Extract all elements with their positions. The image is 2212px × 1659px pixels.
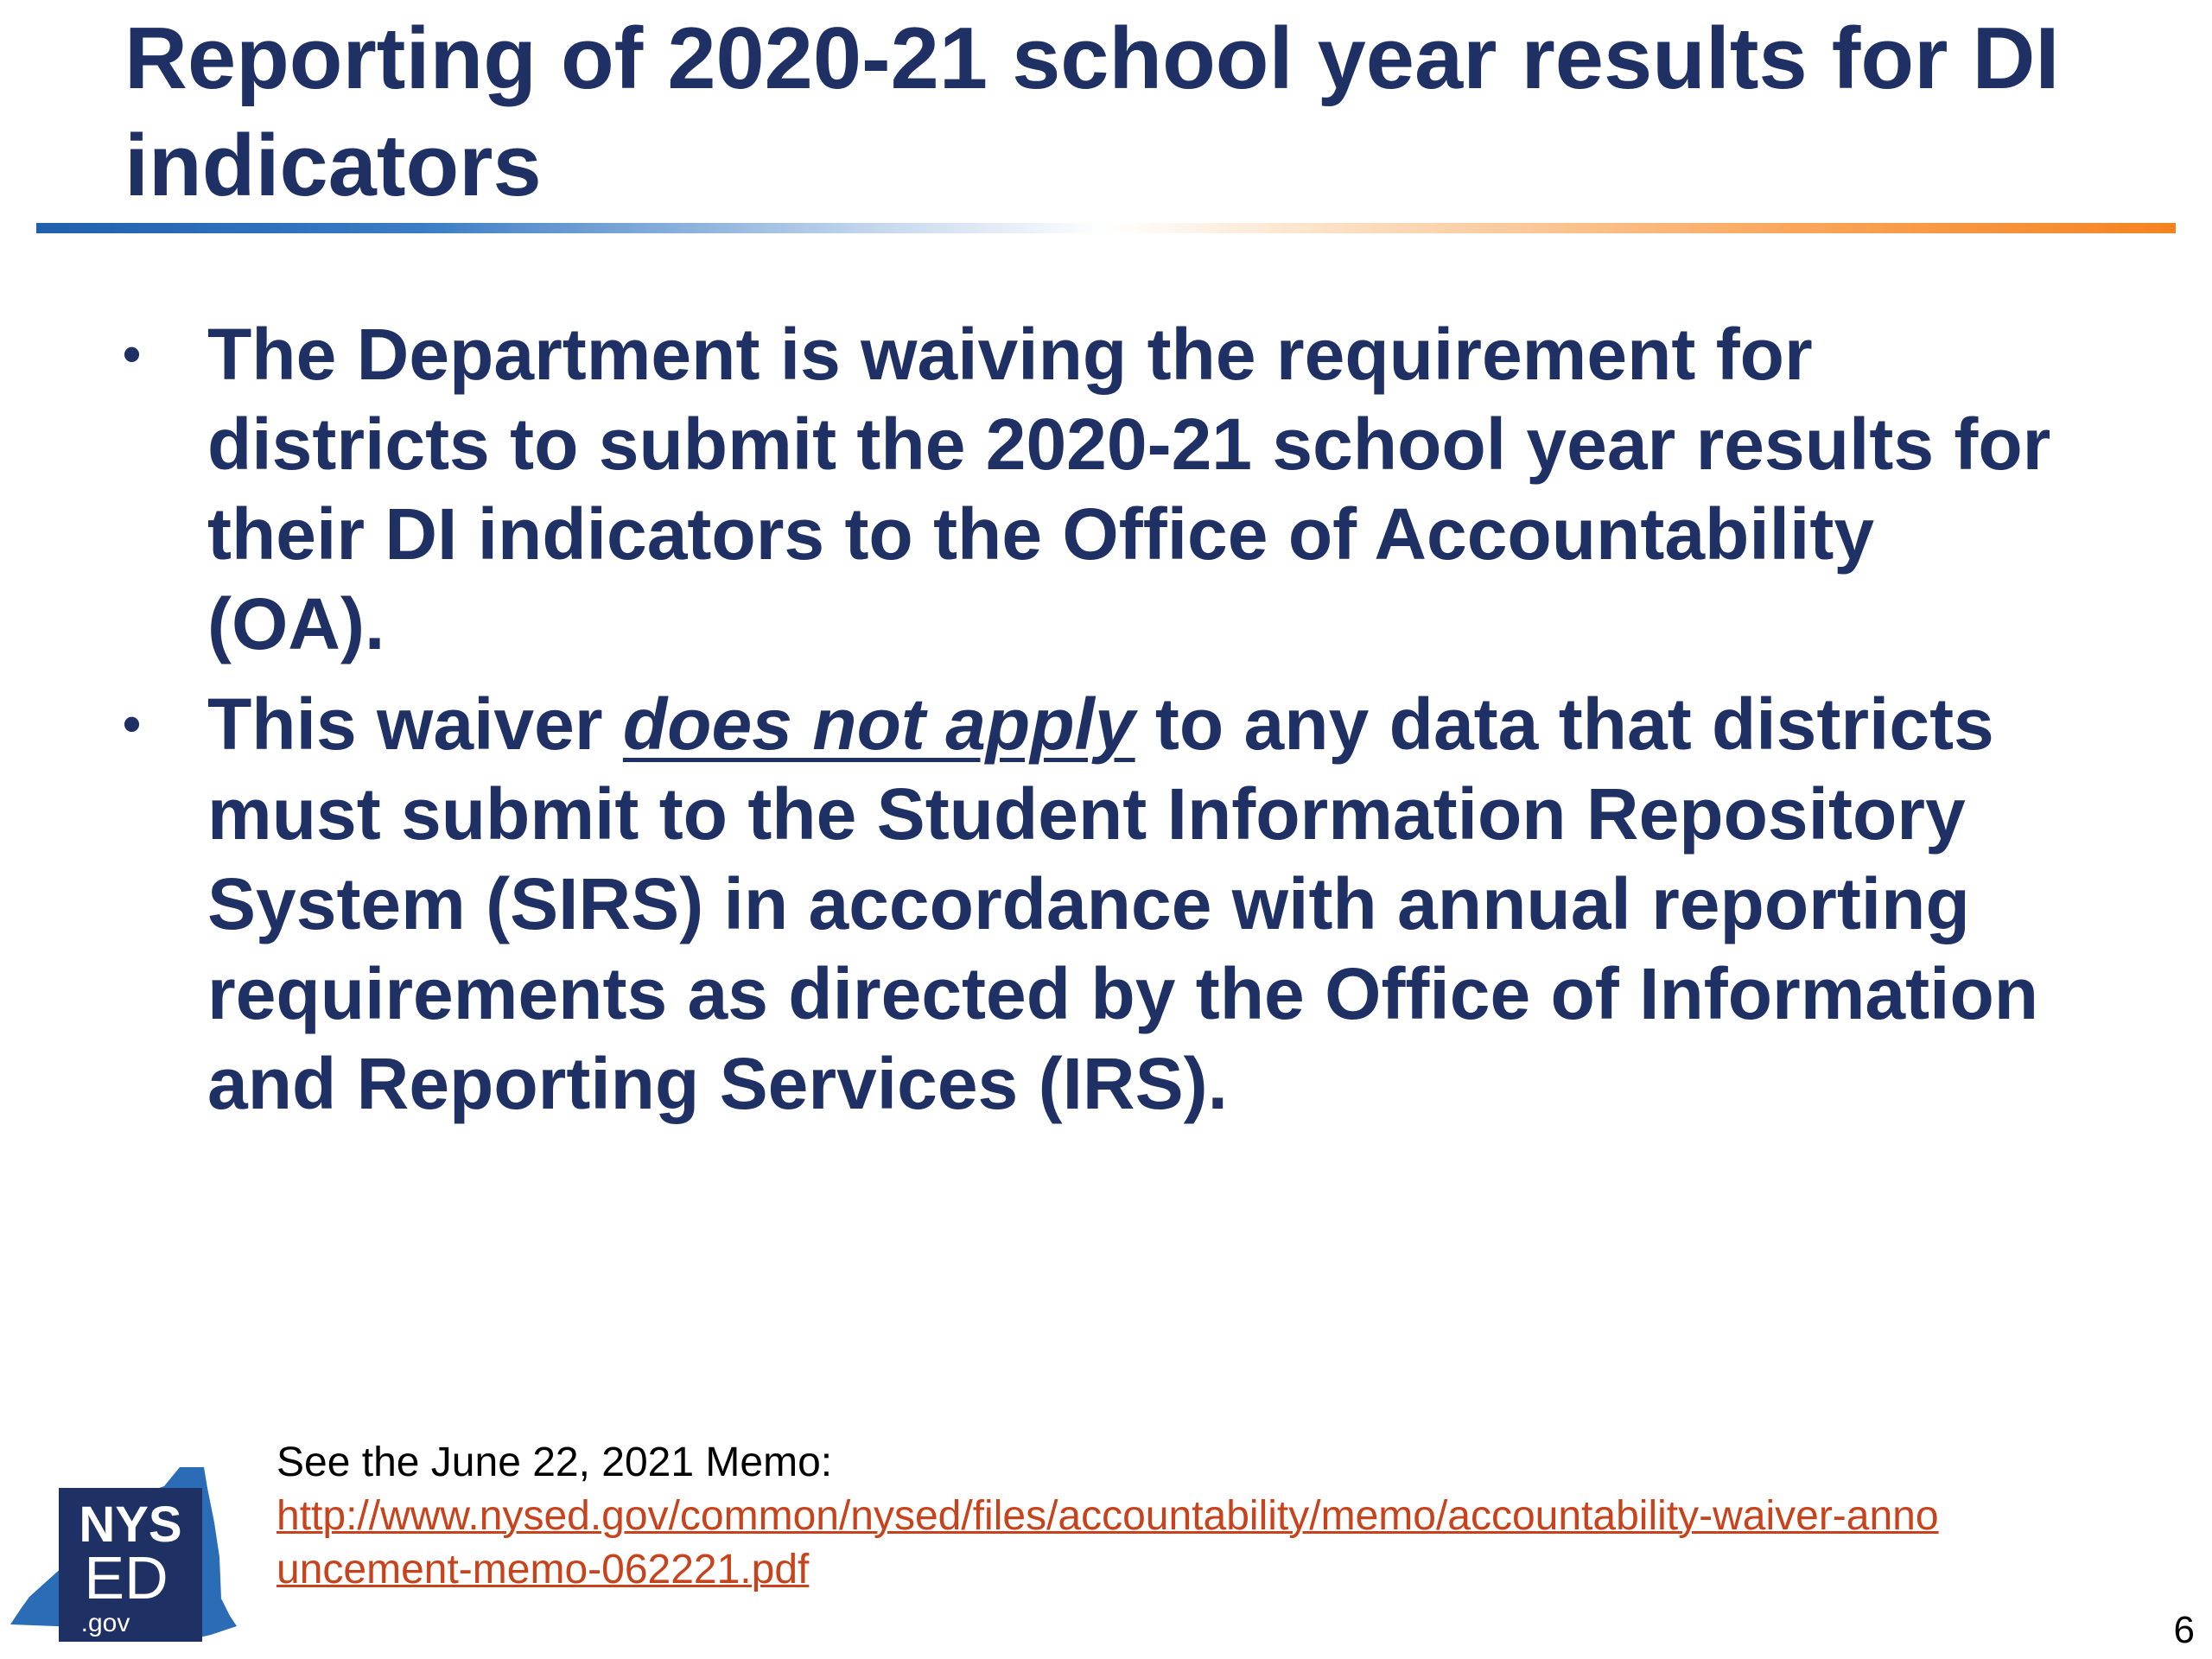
bullet-text-after: to any data that districts must submit to the Student Information Repository System (SIRS) in accordance with annual reporting requirements as directed by the Office of Information and Reporting Services (IRS). [207,683,2039,1124]
memo-reference [276,1436,2091,1597]
logo-text-nys: NYS [79,1497,182,1553]
bullet-item-exception [123,679,2067,1128]
title-divider [36,223,2176,233]
bullet-text-before: This waiver [207,683,623,765]
page-number: 6 [2173,1609,2195,1651]
logo-text-ed: ED [84,1544,168,1611]
bullet-text: The Department is waiving the requirement for districts to submit the 2020-21 school year results for their DI indicators to the Office of Accountability (OA). [207,314,2051,664]
emphasis-text: does not apply [622,683,1135,765]
bullet-icon: • [123,695,142,753]
bullet-icon: • [123,325,142,383]
nysed-logo [3,1462,240,1649]
slide-title: Reporting of 2020-21 school year results for DI indicators [124,10,2060,214]
memo-label: See the June 22, 2021 Memo: [276,1440,833,1485]
memo-link[interactable]: http://www.nysed.gov/common/nysed/files/accountability/memo/accountability-waiver-announcement-memo-062221.pdf [276,1493,1939,1592]
logo-text-gov: .gov [80,1609,130,1637]
bullet-list [123,309,2067,1139]
bullet-item-waiver [123,309,2067,669]
